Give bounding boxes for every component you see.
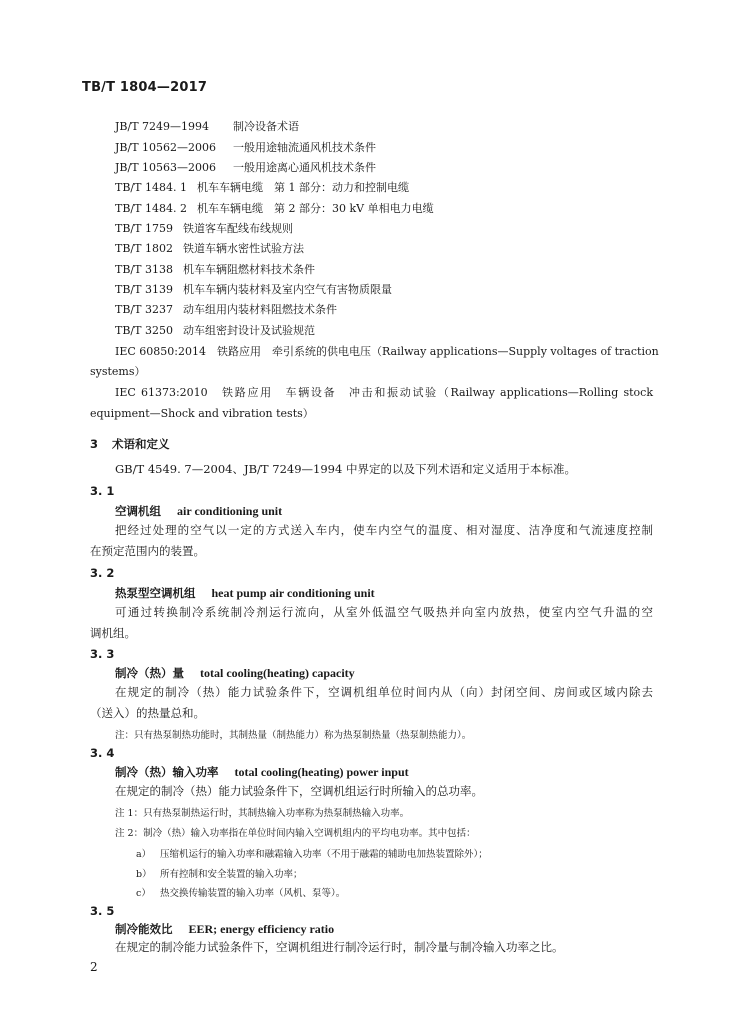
reference-title: 制冷设备术语	[233, 120, 299, 133]
term-english: total cooling(heating) capacity	[200, 666, 355, 680]
iec-reference-line: IEC 61373:2010 铁路应用 车辆设备 冲击和振动试验（Railway applications—Rolling stock	[115, 386, 653, 399]
list-item	[136, 846, 488, 860]
reference-title: 机车车辆电缆 第 2 部分：30 kV 单相电力电缆	[197, 202, 434, 215]
reference-code: TB/T 1802	[115, 242, 173, 255]
reference-code: TB/T 3237	[115, 303, 173, 316]
iec-reference-continuation: systems）	[90, 365, 146, 378]
section-intro: GB/T 4549. 7—2004、JB/T 7249—1994 中界定的以及下列术语和定义适用于本标准。	[115, 462, 576, 476]
term-definition-continuation: （送入）的热量总和。	[90, 706, 205, 720]
term-heading	[115, 764, 409, 780]
reference-title: 一般用途轴流通风机技术条件	[233, 141, 376, 154]
reference-title: 铁道车辆水密性试验方法	[183, 242, 304, 255]
section-title: 术语和定义	[112, 437, 170, 451]
term-english: EER; energy efficiency ratio	[188, 922, 335, 936]
reference-item	[115, 322, 315, 338]
section-heading	[90, 436, 170, 452]
term-definition: 可通过转换制冷系统制冷剂运行流向，从室外低温空气吸热并向室内放热，使室内空气升温的空	[115, 605, 653, 619]
term-heading	[115, 585, 375, 601]
reference-title: 一般用途离心通风机技术条件	[233, 161, 376, 174]
reference-code: JB/T 7249—1994	[115, 120, 210, 133]
term-heading	[115, 665, 355, 681]
term-number: 3. 2	[90, 566, 115, 580]
iec-reference-line: IEC 60850:2014 铁路应用 牵引系统的供电电压（Railway applications—Supply voltages of traction	[115, 345, 659, 358]
reference-code: JB/T 10562—2006	[115, 141, 217, 154]
iec-reference-continuation: equipment—Shock and vibration tests）	[90, 407, 314, 420]
term-chinese: 热泵型空调机组	[115, 586, 196, 600]
term-definition: 在规定的制冷（热）能力试验条件下，空调机组运行时所输入的总功率。	[115, 784, 483, 798]
term-english: heat pump air conditioning unit	[211, 586, 375, 600]
reference-code: TB/T 3139	[115, 283, 173, 296]
list-marker: a）	[136, 849, 152, 860]
reference-item	[115, 220, 293, 236]
reference-code: TB/T 3250	[115, 324, 173, 337]
term-note: 注 2：制冷（热）输入功率指在单位时间内输入空调机组内的平均电功率。其中包括：	[115, 828, 476, 839]
reference-title: 机车车辆内装材料及室内空气有害物质限量	[183, 283, 392, 296]
list-marker: b）	[136, 869, 152, 880]
section-number: 3	[90, 437, 99, 451]
list-item	[136, 866, 303, 880]
term-chinese: 空调机组	[115, 504, 161, 518]
page-number: 2	[90, 960, 98, 974]
reference-title: 机车车辆阻燃材料技术条件	[183, 263, 315, 276]
term-chinese: 制冷能效比	[115, 922, 173, 936]
reference-item	[115, 261, 315, 277]
list-marker: c）	[136, 888, 151, 899]
term-chinese: 制冷（热）输入功率	[115, 765, 219, 779]
list-text: 所有控制和安全装置的输入功率；	[160, 869, 303, 880]
reference-item	[115, 159, 376, 175]
reference-title: 动车组密封设计及试验规范	[183, 324, 315, 337]
reference-title: 动车组用内装材料阻燃技术条件	[183, 303, 337, 316]
term-chinese: 制冷（热）量	[115, 666, 184, 680]
reference-item	[115, 281, 392, 297]
reference-title: 铁道客车配线布线规则	[183, 222, 293, 235]
term-definition: 在规定的制冷（热）能力试验条件下，空调机组单位时间内从（向）封闭空间、房间或区域内除去	[115, 685, 653, 699]
term-definition-continuation: 在预定范围内的装置。	[90, 544, 205, 558]
reference-item	[115, 240, 304, 256]
term-definition: 在规定的制冷能力试验条件下，空调机组进行制冷运行时，制冷量与制冷输入功率之比。	[115, 940, 564, 954]
standard-header: TB/T 1804—2017	[82, 80, 208, 95]
reference-code: TB/T 1484. 1	[115, 181, 187, 194]
list-text: 压缩机运行的输入功率和融霜输入功率（不用于融霜的辅助电加热装置除外）；	[160, 849, 488, 860]
reference-item	[115, 200, 434, 216]
term-heading	[115, 503, 282, 519]
reference-code: TB/T 3138	[115, 263, 173, 276]
reference-code: TB/T 1759	[115, 222, 173, 235]
reference-item	[115, 139, 376, 155]
reference-code: TB/T 1484. 2	[115, 202, 187, 215]
term-number: 3. 4	[90, 746, 115, 760]
term-note: 注：只有热泵制热功能时，其制热量（制热能力）称为热泵制热量（热泵制热能力）。	[115, 730, 472, 741]
reference-item	[115, 118, 299, 134]
term-english: total cooling(heating) power input	[234, 765, 409, 779]
reference-title: 机车车辆电缆 第 1 部分：动力和控制电缆	[197, 181, 409, 194]
term-english: air conditioning unit	[177, 504, 283, 518]
term-note: 注 1：只有热泵制热运行时，其制热输入功率称为热泵制热输入功率。	[115, 808, 410, 819]
term-definition-continuation: 调机组。	[90, 626, 136, 640]
reference-item	[115, 179, 409, 195]
list-text: 热交换传输装置的输入功率（风机、泵等）。	[160, 888, 346, 899]
term-number: 3. 1	[90, 484, 115, 498]
term-number: 3. 5	[90, 904, 115, 918]
list-item	[136, 885, 345, 899]
reference-item	[115, 301, 337, 317]
reference-code: JB/T 10563—2006	[115, 161, 217, 174]
term-number: 3. 3	[90, 647, 115, 661]
term-heading	[115, 921, 334, 937]
term-definition: 把经过处理的空气以一定的方式送入车内，使车内空气的温度、相对湿度、洁净度和气流速度控制	[115, 523, 653, 537]
